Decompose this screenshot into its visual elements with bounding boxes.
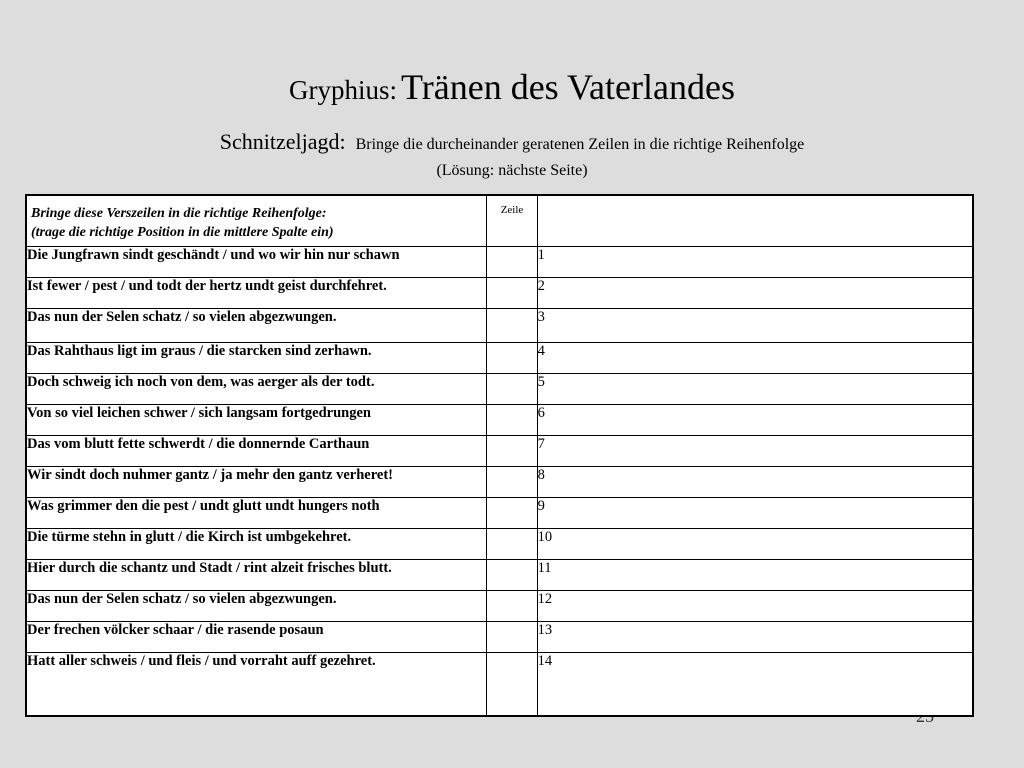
table-row xyxy=(26,405,973,436)
position-input-cell[interactable] xyxy=(487,436,537,467)
slide-subtitle xyxy=(0,129,1024,155)
slide-title xyxy=(0,66,1024,108)
position-input-cell[interactable] xyxy=(487,309,537,343)
verse-table xyxy=(25,194,974,717)
line-number: 9 xyxy=(537,498,973,529)
verse-table-body xyxy=(26,195,973,716)
line-number: 1 xyxy=(537,247,973,278)
line-number: 10 xyxy=(537,529,973,560)
instruction-line-1: Bringe diese Verszeilen in die richtige Reihenfolge: xyxy=(31,206,327,221)
position-input-cell[interactable] xyxy=(487,467,537,498)
line-number: 3 xyxy=(537,309,973,343)
line-number: 14 xyxy=(537,653,973,716)
verse-line: Von so viel leichen schwer / sich langsam fortgedrungen xyxy=(26,405,487,436)
verse-line: Hatt aller schweis / und fleis / und vorraht auff gezehret. xyxy=(26,653,487,716)
verse-line: Ist fewer / pest / und todt der hertz undt geist durchfehret. xyxy=(26,278,487,309)
instruction-line-2: (trage die richtige Position in die mittlere Spalte ein) xyxy=(31,225,334,240)
position-input-cell[interactable] xyxy=(487,653,537,716)
position-input-cell[interactable] xyxy=(487,560,537,591)
position-header: Zeile xyxy=(500,204,524,216)
position-header-cell xyxy=(487,195,537,247)
verse-line: Doch schweig ich noch von dem, was aerger als der todt. xyxy=(26,374,487,405)
table-row xyxy=(26,374,973,405)
verse-line: Das nun der Selen schatz / so vielen abgezwungen. xyxy=(26,591,487,622)
line-number: 13 xyxy=(537,622,973,653)
table-row xyxy=(26,498,973,529)
position-input-cell[interactable] xyxy=(487,247,537,278)
verse-line: Das vom blutt fette schwerdt / die donnernde Carthaun xyxy=(26,436,487,467)
table-row xyxy=(26,622,973,653)
position-input-cell[interactable] xyxy=(487,591,537,622)
position-input-cell[interactable] xyxy=(487,498,537,529)
table-header-row xyxy=(26,195,973,247)
verse-line: Was grimmer den die pest / undt glutt undt hungers noth xyxy=(26,498,487,529)
verse-line: Das nun der Selen schatz / so vielen abgezwungen. xyxy=(26,309,487,343)
position-input-cell[interactable] xyxy=(487,343,537,374)
line-number: 4 xyxy=(537,343,973,374)
table-row xyxy=(26,467,973,498)
line-number: 6 xyxy=(537,405,973,436)
verse-line: Das Rahthaus ligt im graus / die starcken sind zerhawn. xyxy=(26,343,487,374)
title-poem: Tränen des Vaterlandes xyxy=(401,67,735,107)
position-input-cell[interactable] xyxy=(487,278,537,309)
subtitle-label: Schnitzeljagd: xyxy=(219,129,346,154)
table-row xyxy=(26,343,973,374)
position-input-cell[interactable] xyxy=(487,529,537,560)
table-row xyxy=(26,436,973,467)
verse-line: Wir sindt doch nuhmer gantz / ja mehr den gantz verheret! xyxy=(26,467,487,498)
number-header-cell xyxy=(537,195,973,247)
table-row xyxy=(26,247,973,278)
subtitle-text: Bringe die durcheinander geratenen Zeilen in die richtige Reihenfolge xyxy=(355,136,805,153)
title-author: Gryphius: xyxy=(289,75,398,105)
line-number: 2 xyxy=(537,278,973,309)
line-number: 7 xyxy=(537,436,973,467)
verse-line: Hier durch die schantz und Stadt / rint alzeit frisches blutt. xyxy=(26,560,487,591)
position-input-cell[interactable] xyxy=(487,622,537,653)
line-number: 12 xyxy=(537,591,973,622)
position-input-cell[interactable] xyxy=(487,374,537,405)
table-row xyxy=(26,278,973,309)
table-row xyxy=(26,309,973,343)
verse-line: Der frechen völcker schaar / die rasende posaun xyxy=(26,622,487,653)
table-row xyxy=(26,560,973,591)
line-number: 8 xyxy=(537,467,973,498)
table-row xyxy=(26,529,973,560)
instruction-cell xyxy=(26,195,487,247)
line-number: 5 xyxy=(537,374,973,405)
line-number: 11 xyxy=(537,560,973,591)
table-row xyxy=(26,591,973,622)
verse-line: Die türme stehn in glutt / die Kirch ist umbgekehret. xyxy=(26,529,487,560)
table-row xyxy=(26,653,973,716)
solution-note: (Lösung: nächste Seite) xyxy=(436,162,588,179)
instruction-text xyxy=(27,196,486,242)
verse-line: Die Jungfrawn sindt geschändt / und wo wir hin nur schawn xyxy=(26,247,487,278)
position-input-cell[interactable] xyxy=(487,405,537,436)
